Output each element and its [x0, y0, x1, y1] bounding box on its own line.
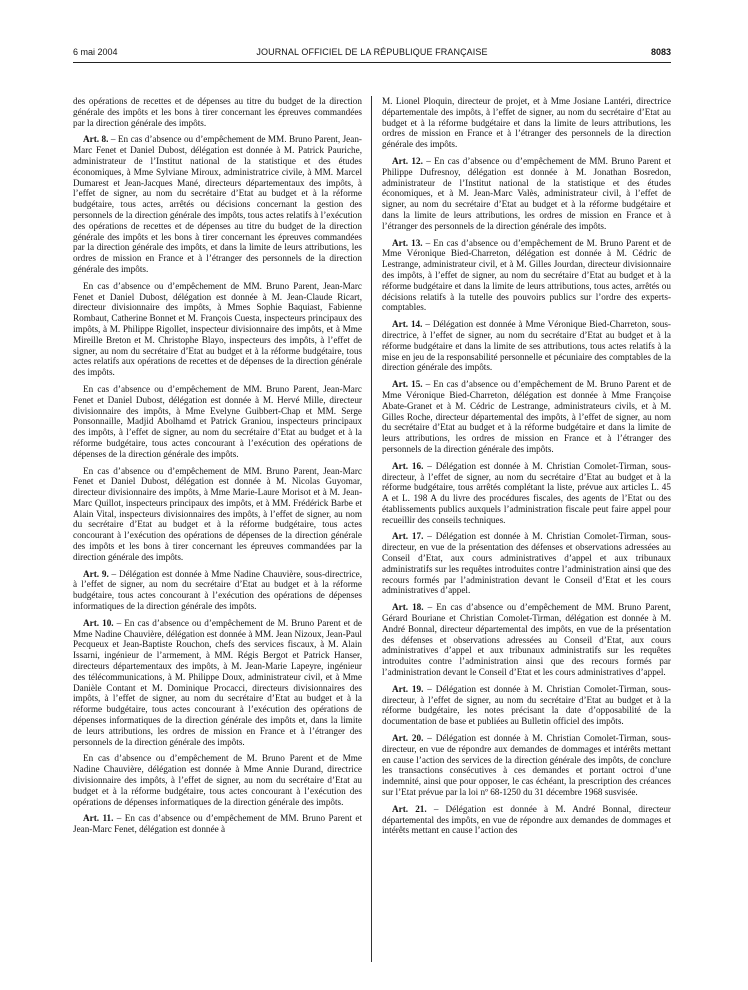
article-label: Art. 11. — [83, 813, 114, 824]
article-label: Art. 16. — [392, 460, 424, 471]
paragraph-text: En cas d’absence ou d’empêchement de MM. Bruno Parent, Jean-Marc Fenet et Daniel Dubost, délégation est donnée à M. Jean-Claude Ricart, directeur divisionnaire des impôts, à Mmes Sophie Baquiast, Fabienne Rombaut, Catherine Bonnet et M. François Cuesta, inspecteurs principaux des impôts, à M. Philippe Rigollet, inspecteur divisionnaire des impôts, et à Mme Mireille Breton et M. Christophe Blayo, inspecteurs des impôts, à l’effet de signer, au nom du secrétaire d’Etat au budget et à la réforme budgétaire, tous actes relatifs aux opérations de recettes et de dépenses de la direction générale des impôts. — [73, 280, 362, 378]
article-paragraph — [382, 379, 671, 455]
article-label: Art. 12. — [392, 155, 423, 166]
article-paragraph — [382, 602, 671, 678]
page-number: 8083 — [650, 47, 671, 57]
paragraph-text: – Délégation est donnée à Mme Nadine Chauvière, sous-directrice, à l’effet de signer, au nom du secrétaire d’Etat au budget et à la réforme budgétaire, tous actes concourant à l’exécution des opérations de dépenses informatiques de la direction générale des impôts. — [73, 568, 362, 612]
article-paragraph — [73, 134, 362, 274]
article-label: Art. 9. — [83, 568, 109, 579]
paragraph — [73, 466, 362, 563]
left-column — [73, 96, 362, 841]
article-paragraph — [382, 156, 671, 232]
paragraph-text: M. Lionel Ploquin, directeur de projet, et à Mme Josiane Lantéri, directrice départementale des impôts, à l’effet de signer, au nom du secrétaire d’Etat au budget et à la réforme budgétaire et dans la limite de leurs attributions, les ordres de mission en France et à l’étranger des personnels de la direction générale des impôts. — [382, 96, 671, 150]
article-label: Art. 15. — [392, 379, 423, 390]
article-label: Art. 19. — [392, 683, 424, 694]
article-label: Art. 18. — [392, 602, 424, 613]
article-label: Art. 10. — [83, 617, 114, 628]
paragraph — [73, 753, 362, 807]
article-label: Art. 21. — [392, 803, 427, 814]
right-column — [382, 96, 671, 842]
article-paragraph — [382, 531, 671, 596]
article-label: Art. 13. — [392, 237, 423, 248]
page-header — [73, 45, 671, 59]
article-paragraph — [382, 733, 671, 798]
paragraph-text: En cas d’absence ou d’empêchement de MM. Bruno Parent, Jean-Marc Fenet et Daniel Dubost, délégation est donnée à M. Hervé Mille, directeur divisionnaire des impôts, à Mme Evelyne Guibbert-Chap et MM. Serge Ponsonnaille, Madjid Abolhamd et Patrick Graniou, inspecteurs principaux des impôts, à l’effet de signer, au nom du secrétaire d’Etat au budget et à la réforme budgétaire, tous actes concourant à l’exécution des opérations de dépenses de la direction générale des impôts. — [73, 383, 362, 459]
paragraph-text: – En cas d’absence ou d’empêchement de MM. Bruno Parent, Jean-Marc Fenet et Daniel Dubost, délégation est donnée à M. Patrick Pauriche, administrateur de l’Institut national de la statistique et des études économiques, à Mme Sylviane Miroux, administratrice civile, à MM. Marcel Dumarest et Jean-Jacques Mané, directeurs départementaux des impôts, à l’effet de signer, au nom du secrétaire d’Etat au budget et à la réforme budgétaire, tous actes, arrêtés ou décisions concernant la gestion des personnels de la direction générale des impôts, tous actes relatifs à l’exécution des opérations de recettes et de dépenses au titre du budget de la direction générale des impôts et les bons à tirer concernant les épreuves commandées par la direction générale des impôts, et dans la limite de leurs attributions, les ordres de mission en France et à l’étranger des personnels de la direction générale des impôts. — [73, 134, 362, 274]
paragraph-text: – En cas d’absence ou d’empêchement de M. Bruno Parent et de Mme Véronique Bied-Charreton, délégation est donnée à M. Cédric de Lestrange, administrateur civil, et à M. Gilles Jourdan, directeur divisionnaire des impôts, à l’effet de signer, au nom du secrétaire d’Etat au budget et à la réforme budgétaire et dans la limite de leurs attributions, tous actes, arrêtés ou décisions relatifs à la tutelle des pouvoirs publics sur l’ordre des experts-comptables. — [382, 237, 671, 313]
article-paragraph — [382, 319, 671, 373]
article-paragraph — [73, 618, 362, 748]
paragraph-text: – En cas d’absence ou d’empêchement de M. Bruno Parent et de Mme Nadine Chauvière, délégation est donnée à MM. Jean Nizoux, Jean-Paul Pecqueux et Jean-Baptiste Rouchon, chefs des services fiscaux, à M. Alain Issarni, ingénieur de l’armement, à MM. Régis Bergot et Patrick Hanser, directeurs départementaux des impôts, à M. Jean-Marie Lapeyre, ingénieur des télécommunications, à M. Philippe Doux, administrateur civil, et à Mme Danièle Contant et M. Dominique Procacci, directeurs divisionnaires des impôts, à l’effet de signer, au nom du secrétaire d’Etat au budget et à la réforme budgétaire, tous actes concourant à l’exécution des opérations de dépenses informatiques de la direction générale des impôts et, dans la limite de leurs attributions, les ordres de mission en France et à l’étranger des personnels de la direction générale des impôts. — [73, 617, 362, 747]
paragraph-text: – En cas d’absence ou d’empêchement de MM. Bruno Parent et Jean-Marc Fenet, délégation est donnée à — [73, 813, 362, 835]
paragraph-text: – Délégation est donnée à M. Christian Comolet-Tirman, sous-directeur, en vue de répondre aux demandes de dommages et intérêts mettant en cause l’action des services de la direction générale des impôts, de conclure les transactions consécutives à ces demandes et portant octroi d’une indemnité, ainsi que pour opposer, le cas échéant, la prescription des créances sur l’Etat prévue par la loi nº 68-1250 du 31 décembre 1968 susvisée. — [382, 733, 671, 798]
article-label: Art. 14. — [392, 319, 423, 330]
paragraph-text: En cas d’absence ou d’empêchement de MM. Bruno Parent, Jean-Marc Fenet et Daniel Dubost, délégation est donnée à M. Nicolas Guyomar, directeur divisionnaire des impôts, à Mme Marie-Laure Morisot et à M. Jean-Marc Quillot, inspecteurs principaux des impôts, et à MM. Frédérick Barbe et Alain Vital, inspecteurs divisionnaires des impôts, à l’effet de signer, au nom du secrétaire d’Etat au budget et à la réforme budgétaire, tous actes concourant à l’exécution des opérations de dépenses de la direction générale des impôts et les bons à tirer concernant les épreuves commandées par la direction générale des impôts. — [73, 465, 362, 562]
paragraph-text: En cas d’absence ou d’empêchement de M. Bruno Parent et de Mme Nadine Chauvière, délégation est donnée à Mme Annie Durand, directrice divisionnaire des impôts, à l’effet de signer, au nom du secrétaire d’Etat au budget et à la réforme budgétaire, tous actes concourant à l’exécution des opérations de dépenses informatiques de la direction générale des impôts. — [73, 753, 362, 807]
paragraph-text: – En cas d’absence ou d’empêchement de M. Bruno Parent et de Mme Véronique Bied-Charreton, délégation est donnée à Mme Françoise Abate-Granet et à M. Cédric de Lestrange, administrateurs civils, et à M. Gilles Roche, directeur départemental des impôts, à l’effet de signer, au nom du secrétaire d’Etat au budget et à la réforme budgétaire et dans la limite de leurs attributions, les ordres de mission en France et à l’étranger des personnels de la direction générale des impôts. — [382, 379, 671, 454]
paragraph — [73, 96, 362, 128]
paragraph — [73, 384, 362, 460]
article-paragraph — [382, 804, 671, 836]
article-label: Art. 17. — [392, 531, 424, 542]
paragraph-text: – Délégation est donnée à M. André Bonnal, directeur départemental des impôts, en vue de répondre aux demandes de dommages et intérêts mettant en cause l’action des — [382, 803, 671, 836]
paragraph-text: – Délégation est donnée à Mme Véronique Bied-Charreton, sous-directrice, à l’effet de signer, au nom du secrétaire d’Etat au budget et à la réforme budgétaire et dans la limite de ses attributions, tous actes relatifs à la mise en jeu de la responsabilité personnelle et pécuniaire des comptables de la direction générale des impôts. — [382, 319, 671, 373]
article-label: Art. 20. — [392, 733, 424, 744]
paragraph-text: – Délégation est donnée à M. Christian Comolet-Tirman, sous-directeur, en vue de la présentation des défenses et observations adressées au Conseil d’Etat, aux cours administratives d’appel et aux tribunaux administratifs sur les requêtes introduites contre l’administration ainsi que des recours formés par l’administration devant le Conseil d’Etat et les cours administratives d’appel. — [382, 531, 671, 596]
article-paragraph — [382, 238, 671, 314]
header-rule — [73, 62, 671, 63]
article-paragraph — [382, 684, 671, 727]
paragraph-text: – Délégation est donnée à M. Christian Comolet-Tirman, sous-directeur, à l’effet de signer, au nom du secrétaire d’Etat au budget et à la réforme budgétaire, tous arrêtés complétant la liste, prévue aux articles L. 45 A et L. 198 A du livre des procédures fiscales, des agents de l’Etat ou des établissements publics auxquels l’administration fiscale peut faire appel pour recueillir des conseils techniques. — [382, 460, 671, 525]
article-label: Art. 8. — [83, 134, 109, 145]
paragraph-text: des opérations de recettes et de dépenses au titre du budget de la direction générale des impôts et les bons à tirer concernant les épreuves commandées par la direction générale des impôts. — [73, 96, 362, 128]
article-paragraph — [73, 813, 362, 835]
header-date: 6 mai 2004 — [73, 47, 118, 57]
article-paragraph — [382, 461, 671, 526]
journal-title: JOURNAL OFFICIEL DE LA RÉPUBLIQUE FRANÇAISE — [256, 47, 488, 57]
paragraph-text: – En cas d’absence ou d’empêchement de MM. Bruno Parent et Philippe Dufresnoy, délégation est donnée à M. Jonathan Bosredon, administrateur de l’Institut national de la statistique et des études économiques, et à M. Jean-Marc Valès, administrateur civil, à l’effet de signer, au nom du secrétaire d’Etat au budget et à la réforme budgétaire et dans la limite de leurs attributions, les ordres de mission en France et à l’étranger des personnels de la direction générale des impôts. — [382, 155, 671, 231]
column-separator — [371, 96, 372, 962]
paragraph — [73, 281, 362, 378]
paragraph-text: – Délégation est donnée à M. Christian Comolet-Tirman, sous-directeur, à l’effet de signer, au nom du secrétaire d’Etat au budget et à la réforme budgétaire, les notes précisant la date d’opposabilité de la documentation de base et publiées au Bulletin officiel des impôts. — [382, 683, 671, 727]
paragraph — [382, 96, 671, 150]
paragraph-text: – En cas d’absence ou d’empêchement de MM. Bruno Parent, Gérard Bouriane et Christian Comolet-Tirman, délégation est donnée à M. André Bonnal, directeur départemental des impôts, en vue de la présentation des défenses et observations adressées au Conseil d’Etat, aux cours administratives d’appel et aux tribunaux administratifs sur les requêtes introduites contre l’administration ainsi que des recours formés par l’administration devant le Conseil d’Etat et les cours administratives d’appel. — [382, 602, 671, 678]
article-paragraph — [73, 569, 362, 612]
